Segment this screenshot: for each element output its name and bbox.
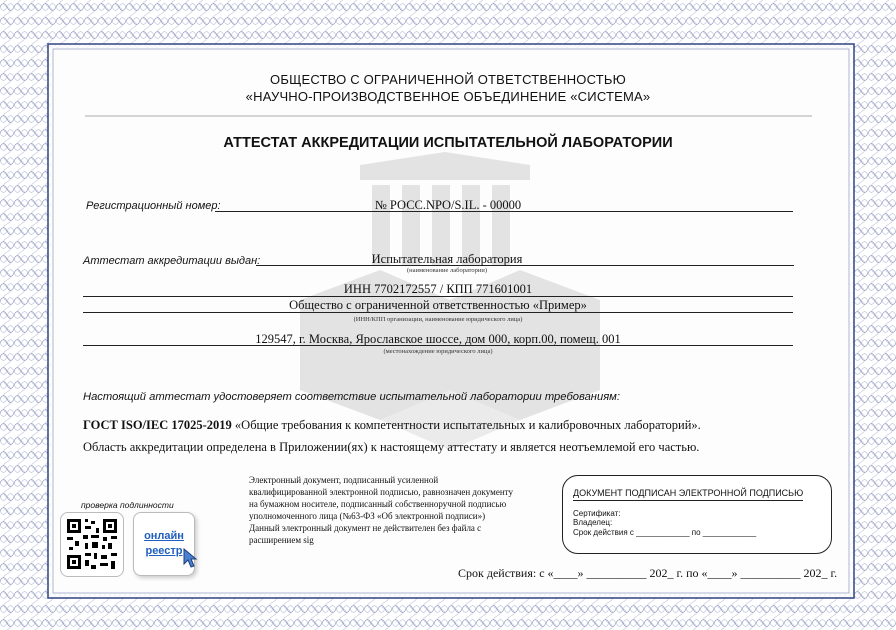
gost-description: «Общие требования к компетентности испытательных и калибровочных лабораторий». xyxy=(231,418,701,432)
gost-standard: ГОСТ ISO/IEC 17025-2019 xyxy=(83,418,232,432)
lab-name: Испытательная лаборатория xyxy=(371,252,523,266)
edoc-line: на бумажном носителе, подписанный собственноручной подписью xyxy=(249,499,507,509)
edoc-line: Электронный документ, подписанный усиленной xyxy=(249,475,439,485)
online-registry-button[interactable] xyxy=(133,512,195,576)
lab-caption: (наименование лаборатории) xyxy=(406,267,488,274)
address-line xyxy=(83,345,793,346)
stamp-owner: Владелец: xyxy=(573,518,613,527)
cursor-arrow-icon xyxy=(182,547,198,569)
certificate-title: АТТЕСТАТ АККРЕДИТАЦИИ ИСПЫТАТЕЛЬНОЙ ЛАБОРАТОРИИ xyxy=(223,135,673,151)
qr-code-icon xyxy=(61,513,123,576)
gost-line xyxy=(83,418,701,433)
issued-label: Аттестат аккредитации выдан: xyxy=(83,255,261,267)
org-name-line1: ОБЩЕСТВО С ОГРАНИЧЕННОЙ ОТВЕТСТВЕННОСТЬЮ xyxy=(270,72,626,87)
online-registry-label-2: реестр xyxy=(145,545,183,557)
esignature-stamp xyxy=(562,475,832,554)
registration-number: № РОСС.NPO/S.IL. - 00000 xyxy=(374,198,522,212)
verify-label: проверка подлинности xyxy=(81,500,174,510)
edoc-line: квалифицированной электронной подписью, равнозначен документу xyxy=(249,487,513,497)
inn-kpp: ИНН 7702172557 / КПП 771601001 xyxy=(343,282,533,296)
stamp-certificate: Сертификат: xyxy=(573,509,621,518)
org-name-line2: «НАУЧНО-ПРОИЗВОДСТВЕННОЕ ОБЪЕДИНЕНИЕ «СИСТЕМА» xyxy=(245,89,651,104)
address: 129547, г. Москва, Ярославское шоссе, дом 000, корп.00, помещ. 001 xyxy=(255,332,621,346)
stamp-validity: Срок действия с ____________ по ____________ xyxy=(573,528,757,537)
org-line xyxy=(83,312,793,313)
certifies-text: Настоящий аттестат удостоверяет соответствие испытательной лаборатории требованиям: xyxy=(83,391,620,403)
online-registry-label-1: онлайн xyxy=(144,530,184,542)
address-caption: (местонахождение юридического лица) xyxy=(383,348,493,355)
stamp-title: ДОКУМЕНТ ПОДПИСАН ЭЛЕКТРОННОЙ ПОДПИСЬЮ xyxy=(573,488,803,501)
org-name: Общество с ограниченной ответственностью «Пример» xyxy=(289,298,587,312)
registration-label: Регистрационный номер: xyxy=(86,200,221,212)
inn-line xyxy=(83,296,793,297)
edoc-notice xyxy=(249,474,549,546)
qr-code[interactable] xyxy=(60,512,124,577)
org-caption: (ИНН/КПП организации, наименование юридического лица) xyxy=(353,316,523,323)
edoc-line: расширением sig xyxy=(249,535,314,545)
edoc-line: Данный электронный документ не действителен без файла с xyxy=(249,523,482,533)
scope-text: Область аккредитации определена в Приложении(ях) к настоящему аттестату и является неотъемлемой его частью. xyxy=(83,440,700,454)
edoc-line: уполномоченного лица (№63-ФЗ «Об электронной подписи») xyxy=(249,511,486,521)
validity-period: Срок действия: с «____» __________ 202_ г. по «____» __________ 202_ г. xyxy=(458,566,838,580)
